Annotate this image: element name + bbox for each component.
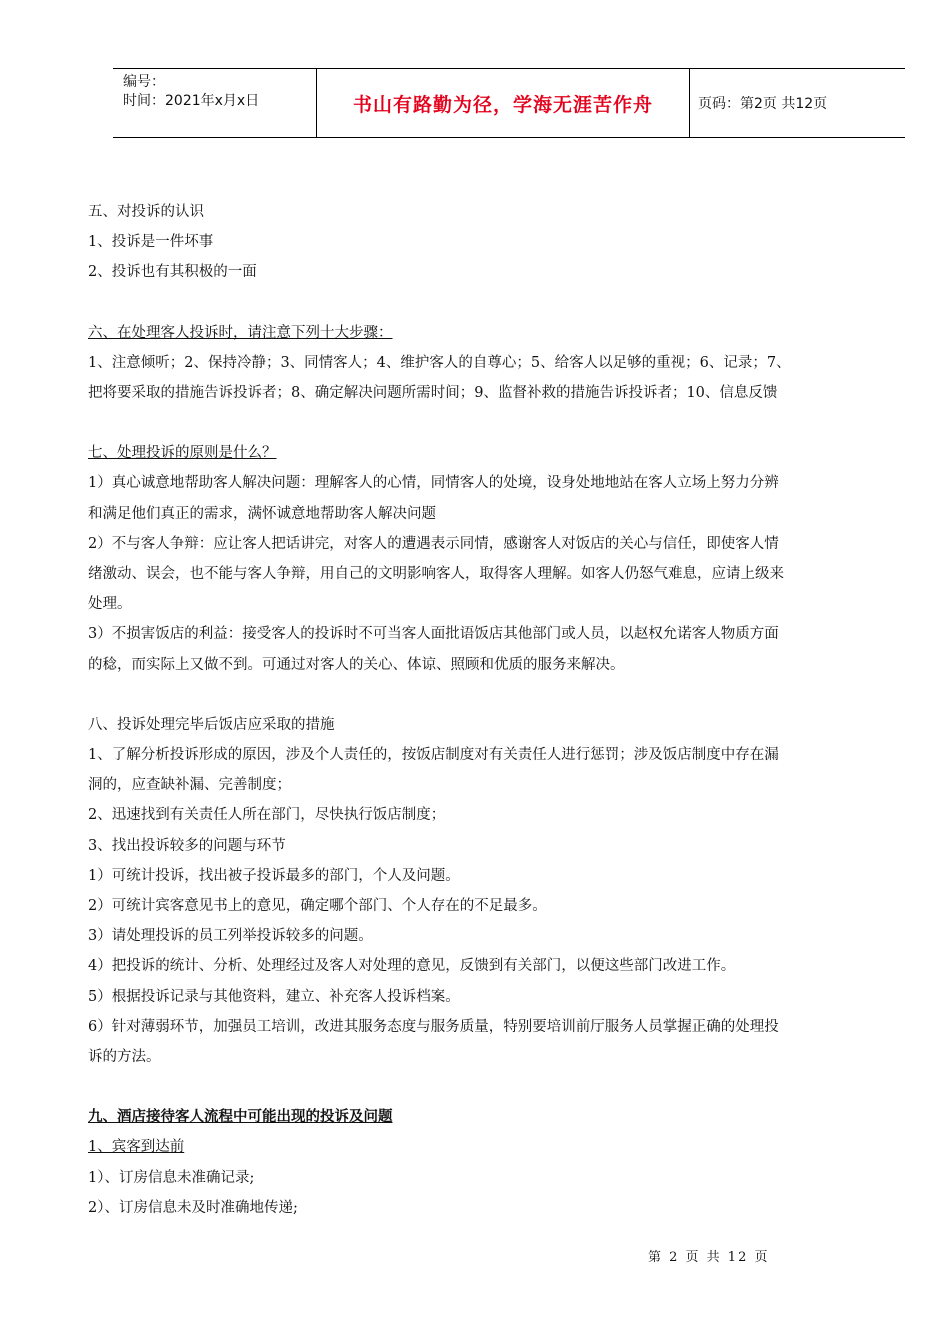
paragraph-line: 的稔，而实际上又做不到。可通过对客人的关心、体谅、照顾和优质的服务来解决。 [88, 656, 625, 673]
section-title: 六、在处理客人投诉时，请注意下列十大步骤： [88, 324, 393, 341]
paragraph-line: 2）不与客人争辩：应让客人把话讲完，对客人的遭遇表示同情，感谢客人对饭店的关心与信任，即使客人情 [88, 535, 779, 552]
paragraph-line: 2、投诉也有其积极的一面 [88, 264, 257, 281]
paragraph-line: 1）真心诚意地帮助客人解决问题：理解客人的心情，同情客人的处境，设身处地地站在客人立场上努力分辨 [88, 475, 779, 492]
paragraph-line: 1、了解分析投诉形成的原因，涉及个人责任的，按饭店制度对有关责任人进行惩罚；涉及饭店制度中存在漏 [88, 747, 779, 764]
section-title: 五、对投诉的认识 [88, 204, 204, 220]
number-label: 编号： [123, 74, 165, 90]
time-label: 时间：2021年x月x日 [123, 93, 260, 109]
paragraph-line: 1、投诉是一件坏事 [88, 234, 214, 251]
paragraph-line: 4）把投诉的统计、分析、处理经过及客人对处理的意见，反馈到有关部门，以便这些部门改进工作。 [88, 958, 736, 975]
paragraph-line: 6）针对薄弱环节，加强员工培训，改进其服务态度与服务质量，特别要培训前厅服务人员掌握正确的处理投 [88, 1018, 779, 1035]
paragraph-line: 3）请处理投诉的员工列举投诉较多的问题。 [88, 928, 373, 945]
paragraph-line: 5）根据投诉记录与其他资料，建立、补充客人投诉档案。 [88, 988, 460, 1005]
section-title: 八、投诉处理完毕后饭店应采取的措施 [88, 716, 335, 733]
paragraph-line: 和满足他们真正的需求，满怀诚意地帮助客人解决问题 [88, 505, 436, 522]
paragraph-line: 把将要采取的措施告诉投诉者；8、确定解决问题所需时间；9、监督补救的措施告诉投诉者；10、信息反馈 [88, 385, 778, 402]
paragraph-line: 2）、订房信息未及时准确地传递; [88, 1199, 298, 1216]
paragraph-line: 诉的方法。 [88, 1049, 161, 1066]
subsection-title: 1、宾客到达前 [88, 1139, 185, 1156]
section-title: 九、酒店接待客人流程中可能出现的投诉及问题 [88, 1108, 393, 1126]
paragraph-line: 3、找出投诉较多的问题与环节 [88, 837, 286, 854]
paragraph-line: 2）可统计宾客意见书上的意见，确定哪个部门、个人存在的不足最多。 [88, 898, 547, 915]
paragraph-line: 绪激动、误会，也不能与客人争辩，用自己的文明影响客人，取得客人理解。如客人仍怒气难息，应请上级来 [88, 566, 784, 583]
section-title: 七、处理投诉的原则是什么？ [88, 445, 277, 462]
document-header [113, 68, 905, 138]
paragraph-line: 1）、订房信息未准确记录; [88, 1169, 255, 1186]
document-body [88, 197, 894, 1223]
header-meta [113, 69, 316, 137]
paragraph-line: 处理。 [88, 596, 132, 613]
paragraph-line: 洞的，应查缺补漏、完善制度； [88, 777, 291, 794]
header-motto: 书山有路勤为径，学海无涯苦作舟 [316, 69, 690, 137]
paragraph-line: 3）不损害饭店的利益：接受客人的投诉时不可当客人面批语饭店其他部门或人员，以赵权允诺客人物质方面 [88, 626, 779, 643]
paragraph-line: 2、迅速找到有关责任人所在部门，尽快执行饭店制度； [88, 807, 446, 824]
paragraph-line: 1、注意倾听；2、保持冷静；3、同情客人；4、维护客人的自尊心；5、给客人以足够的重视；6、记录；7、 [88, 354, 791, 371]
page-footer: 第 2 页 共 12 页 [648, 1250, 770, 1265]
paragraph-line: 1）可统计投诉，找出被子投诉最多的部门，个人及问题。 [88, 867, 460, 884]
header-page-info: 页码：第2页 共12页 [698, 96, 828, 112]
